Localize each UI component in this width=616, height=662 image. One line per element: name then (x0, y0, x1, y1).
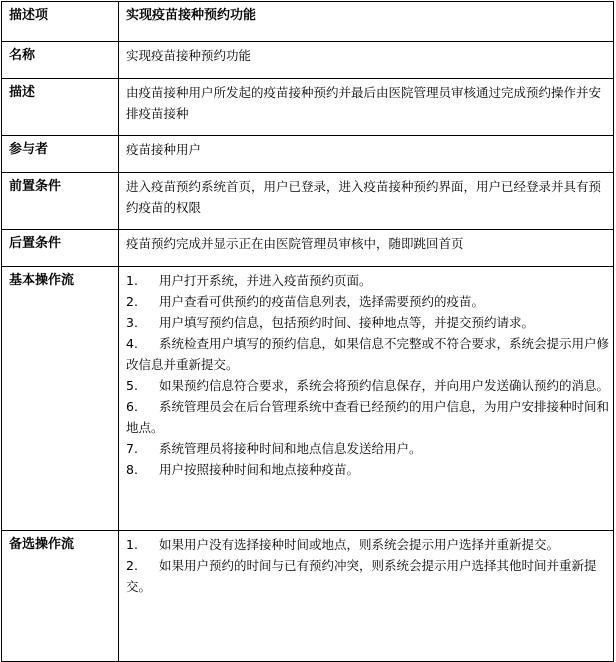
step-text: 如果用户预约的时间与已有预约冲突，则系统会提示用户选择其他时间并重新提交。 (126, 558, 597, 594)
actor-label: 参与者 (2, 136, 119, 173)
step-text: 如果用户没有选择接种时间或地点，则系统会提示用户选择并重新提交。 (159, 537, 560, 552)
description-row (2, 79, 614, 136)
table-header-row (2, 2, 614, 42)
step-text: 用户查看可供预约的疫苗信息列表，选择需要预约的疫苗。 (159, 294, 485, 309)
step-text: 系统管理员会在后台管理系统中查看已经预约的用户信息，为用户安排接种时间和地点。 (126, 399, 610, 435)
step-text: 系统检查用户填写的预约信息，如果信息不完整或不符合要求，系统会提示用户修改信息并重新提交。 (126, 336, 610, 372)
step-text: 用户按照接种时间和地点接种疫苗。 (159, 462, 360, 477)
basic-flow-steps (126, 270, 609, 480)
basic-flow-value (119, 267, 614, 531)
name-row (2, 42, 614, 79)
header-label: 描述项 (2, 2, 119, 42)
step-number: 2. (126, 294, 138, 309)
alt-flow-value (119, 531, 614, 662)
step-number: 6. (126, 399, 138, 414)
description-label: 描述 (2, 79, 119, 136)
step-number: 2. (126, 558, 138, 573)
alt-flow-row (2, 531, 614, 662)
basic-flow-step (126, 333, 609, 375)
step-number: 7. (126, 441, 138, 456)
precondition-label: 前置条件 (2, 173, 119, 230)
actor-value: 疫苗接种用户 (119, 136, 614, 173)
basic-flow-step (126, 375, 609, 396)
alt-flow-label: 备选操作流 (2, 531, 119, 662)
precondition-value: 进入疫苗预约系统首页，用户已登录，进入疫苗接种预约界面，用户已经登录并具有预约疫苗的权限 (119, 173, 614, 230)
basic-flow-step (126, 459, 609, 480)
alt-flow-step (126, 555, 609, 597)
step-text: 系统管理员将接种时间和地点信息发送给用户。 (159, 441, 422, 456)
step-text: 用户打开系统，并进入疫苗预约页面。 (159, 273, 372, 288)
alt-flow-steps (126, 534, 609, 597)
description-value: 由疫苗接种用户所发起的疫苗接种预约并最后由医院管理员审核通过完成预约操作并安排疫苗接种 (119, 79, 614, 136)
basic-flow-step (126, 312, 609, 333)
step-number: 5. (126, 378, 138, 393)
postcondition-label: 后置条件 (2, 230, 119, 267)
step-number: 4. (126, 336, 138, 351)
step-number: 1. (126, 537, 138, 552)
name-value: 实现疫苗接种预约功能 (119, 42, 614, 79)
step-text: 用户填写预约信息，包括预约时间、接种地点等，并提交预约请求。 (159, 315, 535, 330)
header-value: 实现疫苗接种预约功能 (119, 2, 614, 42)
step-number: 3. (126, 315, 138, 330)
basic-flow-row (2, 267, 614, 531)
step-number: 1. (126, 273, 138, 288)
precondition-row (2, 173, 614, 230)
basic-flow-step (126, 270, 609, 291)
use-case-table (1, 1, 614, 662)
postcondition-row (2, 230, 614, 267)
alt-flow-step (126, 534, 609, 555)
name-label: 名称 (2, 42, 119, 79)
basic-flow-step (126, 396, 609, 438)
basic-flow-step (126, 438, 609, 459)
basic-flow-step (126, 291, 609, 312)
basic-flow-label: 基本操作流 (2, 267, 119, 531)
step-text: 如果预约信息符合要求，系统会将预约信息保存，并向用户发送确认预约的消息。 (159, 378, 610, 393)
step-number: 8. (126, 462, 138, 477)
postcondition-value: 疫苗预约完成并显示正在由医院管理员审核中，随即跳回首页 (119, 230, 614, 267)
actor-row (2, 136, 614, 173)
